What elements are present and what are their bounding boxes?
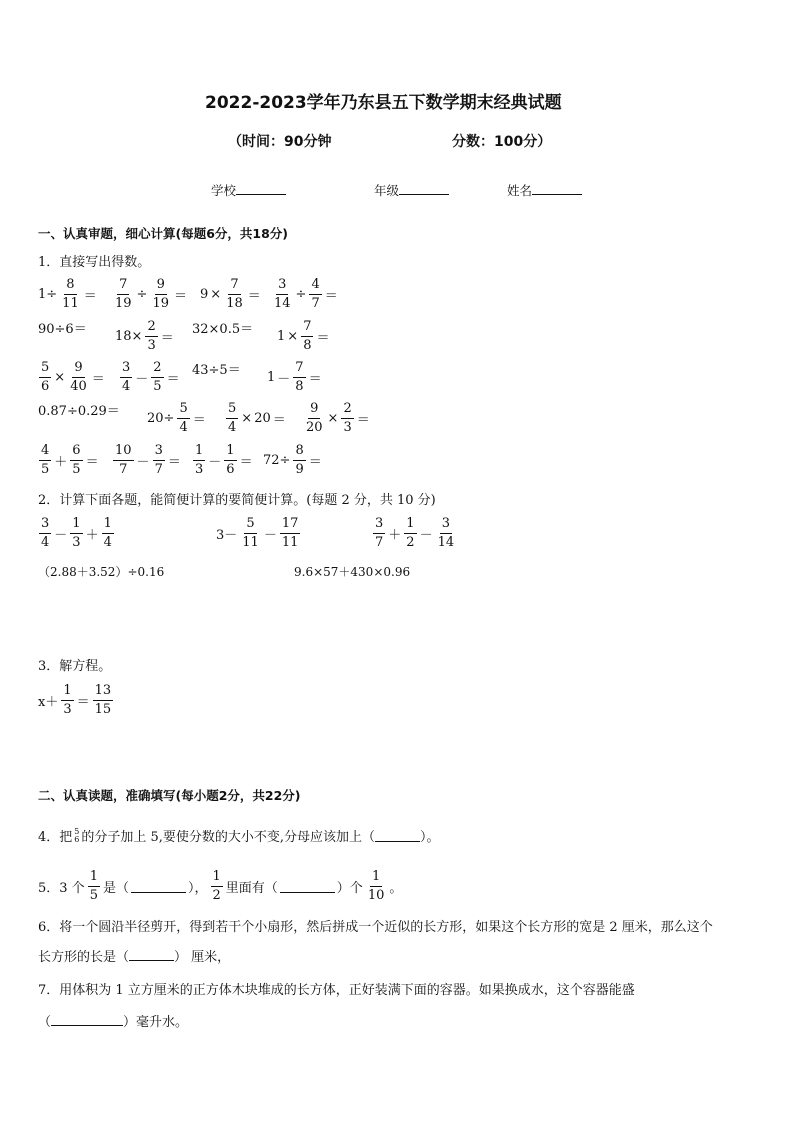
school-field [211,181,286,199]
q7-answer-blank[interactable] [51,1014,123,1026]
question-7-line-1: 7．用体积为 1 立方厘米的正方体木块堆成的长方体，正好装满下面的容器。如果换成水，这个容器能盛 [38,983,635,998]
q2-expr-3: $\frac{3}{7}$ ＋ $\frac{1}{2}$ － $\frac{3}{14}$ [375,516,455,550]
q6-answer-blank[interactable] [129,949,174,961]
section1-heading: 一、认真审题，细心计算(每题6分，共18分) [38,226,289,241]
page-title: 2022-2023学年乃东县五下数学期末经典试题 [205,93,562,113]
question-5: 5．3 个 $\frac{1}{5}$ 是（ ）， $\frac{1}{2}$ 里面有（ ）个 $\frac{1}{10}$ 。 [38,869,403,903]
expr-r2c2: 18× $\frac{2}{3}$ ＝ [115,319,174,353]
expr-r1c1: 1÷ $\frac{8}{11}$ ＝ [38,277,97,311]
q5-answer-blank-1[interactable] [131,881,186,893]
q2-expr-1: $\frac{3}{4}$ － $\frac{1}{3}$ ＋ $\frac{1}{4}$ [41,516,112,550]
expr-r3c1: $\frac{5}{6}$ × $\frac{9}{40}$ ＝ [41,360,105,394]
question-6-line-1: 6．将一个圆沿半径剪开，得到若干个小扇形，然后拼成一个近似的长方形，如果这个长方形的宽是 2 厘米，那么这个 [38,920,713,935]
q5-answer-blank-2[interactable] [280,881,335,893]
expr-r5c2: $\frac{10}{7}$ － $\frac{3}{7}$ ＝ [115,443,181,477]
expr-r5c4: 72÷ $\frac{8}{9}$ ＝ [263,443,322,477]
q2-expr-4: （2.88＋3.52）÷0.16 [38,565,165,579]
exam-time: （时间：90分钟 [228,134,332,150]
exam-score: 分数：100分） [452,134,552,150]
grade-label: 年级 [374,183,400,198]
expr-r2c4: 1 × $\frac{7}{8}$ ＝ [277,319,330,353]
question-1: 1．直接写出得数。 [38,255,151,270]
question-4: 4．把 5 6 的分子加上 5,要使分数的大小不变,分母应该加上（ ）。 [38,826,440,845]
expr-r3c2: $\frac{3}{4}$ － $\frac{2}{5}$ ＝ [122,360,180,394]
expr-r1c4: $\frac{3}{14}$ ÷ $\frac{4}{7}$ ＝ [274,277,338,311]
school-blank[interactable] [236,183,286,195]
expr-r5c1: $\frac{4}{5}$ ＋ $\frac{6}{5}$ ＝ [41,443,99,477]
q2-expr-2: 3－ $\frac{5}{11}$ － $\frac{17}{11}$ [216,516,299,550]
name-field [507,181,582,199]
expr-r2c3: 32×0.5＝ [192,322,254,337]
school-label: 学校 [211,183,237,198]
section2-heading: 二、认真读题，准确填写(每小题2分，共22分) [38,788,301,803]
question-7-line-2: （ ）毫升水。 [38,1015,189,1030]
expr-r3c4: 1 － $\frac{7}{8}$ ＝ [267,360,322,394]
expr-r1c2: $\frac{7}{19}$ ÷ $\frac{9}{19}$ ＝ [115,277,188,311]
question-2: 2．计算下面各题，能简便计算的要简便计算。(每题 2 分，共 10 分) [38,493,436,508]
expr-r1c3: 9 × $\frac{7}{18}$ ＝ [200,277,261,311]
expr-r4c2: 20÷ $\frac{5}{4}$ ＝ [147,401,206,435]
name-label: 姓名 [507,183,533,198]
expr-r3c3: 43÷5＝ [192,363,241,378]
expr-r2c1: 90÷6＝ [38,322,87,337]
q4-answer-blank[interactable] [375,830,420,842]
q2-expr-5: 9.6×57＋430×0.96 [294,565,411,579]
question-6-line-2: 长方形的长是（ ） 厘米， [38,950,231,965]
expr-r5c3: $\frac{1}{3}$ － $\frac{1}{6}$ ＝ [195,443,253,477]
question-3: 3．解方程。 [38,659,112,674]
q3-equation: x＋ $\frac{1}{3}$ ＝ $\frac{13}{15}$ [38,683,112,717]
expr-r4c3: $\frac{5}{4}$ × 20 ＝ [228,401,286,435]
name-blank[interactable] [532,183,582,195]
expr-r4c1: 0.87÷0.29＝ [38,404,120,419]
grade-blank[interactable] [399,183,449,195]
grade-field [374,181,449,199]
expr-r4c4: $\frac{9}{20}$ × $\frac{2}{3}$ ＝ [306,401,370,435]
